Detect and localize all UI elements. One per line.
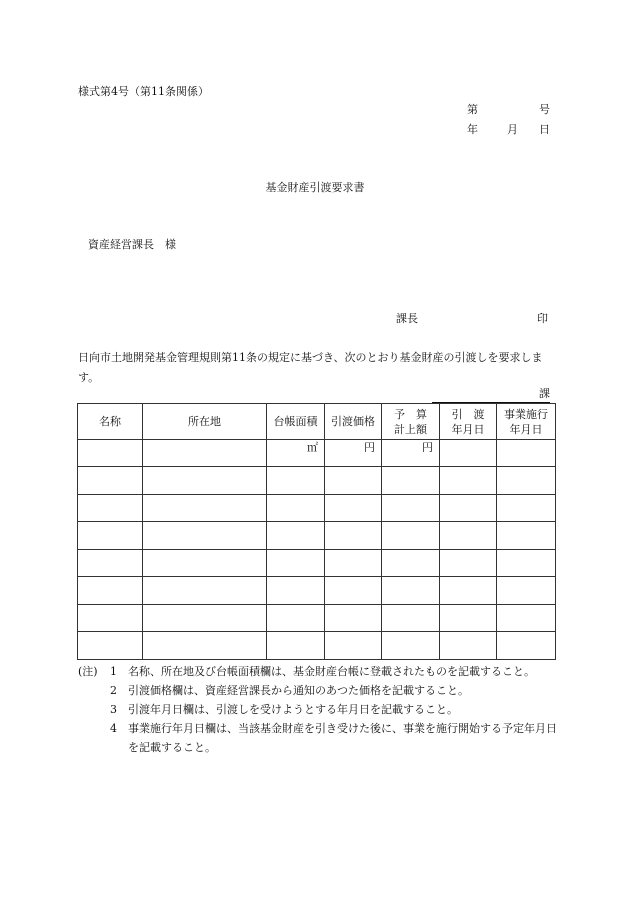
header-name: 名称 bbox=[78, 404, 143, 440]
notes-section bbox=[78, 662, 558, 757]
cell-ledger-area[interactable] bbox=[267, 467, 325, 495]
cell-budget-amount[interactable] bbox=[382, 494, 440, 522]
note-item bbox=[78, 719, 558, 757]
date-year: 年 bbox=[467, 123, 478, 136]
table-row bbox=[78, 632, 556, 660]
header-budget-amount: 予 算 計上額 bbox=[382, 404, 440, 440]
cell-ledger-area[interactable] bbox=[267, 577, 325, 605]
cell-transfer-date[interactable] bbox=[440, 549, 497, 577]
price-unit: 円 bbox=[364, 441, 375, 454]
cell-name[interactable] bbox=[78, 549, 143, 577]
cell-budget-amount[interactable] bbox=[382, 604, 440, 632]
cell-project-date[interactable] bbox=[497, 467, 556, 495]
note-number: 4 bbox=[110, 722, 117, 735]
table-row bbox=[78, 440, 556, 467]
cell-location[interactable] bbox=[143, 549, 267, 577]
cell-location[interactable] bbox=[143, 494, 267, 522]
header-project-date: 事業施行 年月日 bbox=[497, 404, 556, 440]
cell-transfer-date[interactable] bbox=[440, 494, 497, 522]
cell-transfer-price[interactable] bbox=[325, 522, 382, 550]
form-number: 様式第4号（第11条関係） bbox=[78, 85, 209, 98]
cell-project-date[interactable] bbox=[497, 632, 556, 660]
sender-block bbox=[396, 311, 548, 326]
area-unit: ㎡ bbox=[307, 441, 318, 454]
cell-budget-amount[interactable] bbox=[382, 522, 440, 550]
header-ledger-area: 台帳面積 bbox=[267, 404, 325, 440]
cell-location[interactable] bbox=[143, 632, 267, 660]
note-item bbox=[78, 662, 558, 681]
cell-project-date[interactable] bbox=[497, 522, 556, 550]
table-row bbox=[78, 604, 556, 632]
cell-location[interactable] bbox=[143, 440, 267, 467]
note-item bbox=[78, 700, 558, 719]
addressee: 資産経営課長 様 bbox=[88, 238, 176, 251]
cell-location[interactable] bbox=[143, 577, 267, 605]
cell-project-date[interactable] bbox=[497, 494, 556, 522]
cell-transfer-price[interactable] bbox=[325, 467, 382, 495]
cell-project-date[interactable] bbox=[497, 604, 556, 632]
cell-transfer-date[interactable] bbox=[440, 467, 497, 495]
cell-project-date[interactable] bbox=[497, 440, 556, 467]
cell-transfer-price[interactable] bbox=[325, 549, 382, 577]
document-title: 基金財産引渡要求書 bbox=[265, 181, 365, 194]
cell-transfer-date[interactable] bbox=[440, 604, 497, 632]
cell-transfer-date[interactable] bbox=[440, 577, 497, 605]
cell-transfer-price[interactable] bbox=[325, 440, 382, 467]
table-row bbox=[78, 549, 556, 577]
cell-ledger-area[interactable] bbox=[267, 632, 325, 660]
budget-unit: 円 bbox=[422, 441, 433, 454]
cell-budget-amount[interactable] bbox=[382, 467, 440, 495]
cell-project-date[interactable] bbox=[497, 577, 556, 605]
cell-ledger-area[interactable] bbox=[267, 522, 325, 550]
cell-name[interactable] bbox=[78, 522, 143, 550]
header-transfer-date: 引 渡 年月日 bbox=[440, 404, 497, 440]
cell-name[interactable] bbox=[78, 440, 143, 467]
seal-mark: 印 bbox=[537, 312, 548, 325]
header-transfer-price: 引渡価格 bbox=[325, 404, 382, 440]
cell-name[interactable] bbox=[78, 604, 143, 632]
note-text: 引渡価格欄は、資産経営課長から通知のあつた価格を記載すること。 bbox=[128, 684, 469, 697]
header-location: 所在地 bbox=[143, 404, 267, 440]
cell-name[interactable] bbox=[78, 467, 143, 495]
note-number: 1 bbox=[110, 665, 117, 678]
table-header-row bbox=[78, 404, 556, 440]
cell-budget-amount[interactable] bbox=[382, 577, 440, 605]
table-row bbox=[78, 467, 556, 495]
cell-ledger-area[interactable] bbox=[267, 494, 325, 522]
cell-location[interactable] bbox=[143, 522, 267, 550]
cell-transfer-price[interactable] bbox=[325, 632, 382, 660]
date-month: 月 bbox=[507, 123, 518, 136]
note-number: 3 bbox=[110, 703, 117, 716]
cell-transfer-date[interactable] bbox=[440, 440, 497, 467]
cell-budget-amount[interactable] bbox=[382, 440, 440, 467]
number-suffix: 号 bbox=[539, 103, 550, 116]
cell-name[interactable] bbox=[78, 494, 143, 522]
cell-transfer-price[interactable] bbox=[325, 604, 382, 632]
sender-title: 課長 bbox=[396, 312, 418, 325]
cell-transfer-price[interactable] bbox=[325, 494, 382, 522]
table-row bbox=[78, 494, 556, 522]
cell-budget-amount[interactable] bbox=[382, 549, 440, 577]
cell-location[interactable] bbox=[143, 467, 267, 495]
body-text: 日向市土地開発基金管理規則第11条の規定に基づき、次のとおり基金財産の引渡しを要求します。 bbox=[78, 351, 543, 384]
cell-ledger-area[interactable] bbox=[267, 440, 325, 467]
number-prefix: 第 bbox=[467, 103, 478, 116]
transfer-table bbox=[77, 403, 556, 660]
department-field[interactable] bbox=[432, 386, 550, 403]
notes-label: (注) bbox=[78, 665, 98, 678]
cell-ledger-area[interactable] bbox=[267, 549, 325, 577]
cell-name[interactable] bbox=[78, 577, 143, 605]
note-item bbox=[78, 681, 558, 700]
cell-transfer-date[interactable] bbox=[440, 632, 497, 660]
cell-budget-amount[interactable] bbox=[382, 632, 440, 660]
table-row bbox=[78, 577, 556, 605]
cell-project-date[interactable] bbox=[497, 549, 556, 577]
department-suffix: 課 bbox=[539, 387, 550, 400]
cell-transfer-price[interactable] bbox=[325, 577, 382, 605]
cell-location[interactable] bbox=[143, 604, 267, 632]
note-number: 2 bbox=[110, 684, 117, 697]
note-text: 事業施行年月日欄は、当該基金財産を引き受けた後に、事業を施行開始する予定年月日を記載すること。 bbox=[128, 722, 557, 754]
cell-ledger-area[interactable] bbox=[267, 604, 325, 632]
note-text: 引渡年月日欄は、引渡しを受けようとする年月日を記載すること。 bbox=[128, 703, 458, 716]
table-row bbox=[78, 522, 556, 550]
note-text: 名称、所在地及び台帳面積欄は、基金財産台帳に登載されたものを記載すること。 bbox=[128, 665, 535, 678]
date-day: 日 bbox=[539, 123, 550, 136]
cell-transfer-date[interactable] bbox=[440, 522, 497, 550]
cell-name[interactable] bbox=[78, 632, 143, 660]
